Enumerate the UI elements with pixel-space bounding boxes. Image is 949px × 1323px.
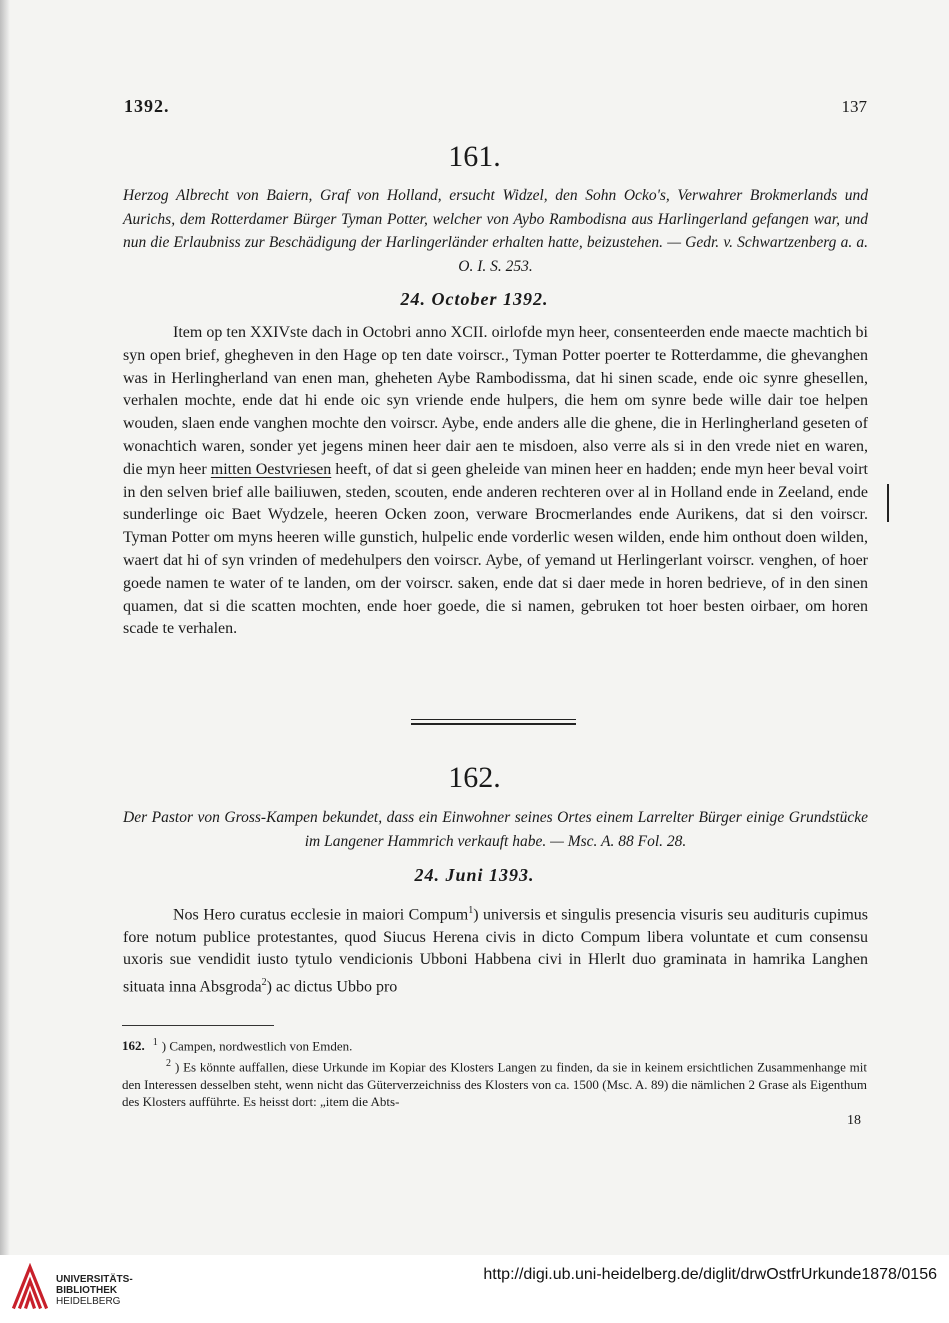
document-number-161: 161.	[448, 140, 501, 173]
document-summary-161: Herzog Albrecht von Baiern, Graf von Holland, ersucht Widzel, den Sohn Ocko's, Verwahrer Brokmerlands und Aurichs, dem Rotterdamer Bürger Tyman Potter, welcher von Aybo Rambodisna aus Harlingerland gefangen war, und nun die Erlaubniss zur Beschädigung der Harlingerländer erhalten hatte, beizustehen. — Gedr. v. Schwartzenberg a. a. O. I. S. 253.	[123, 187, 868, 275]
footnote-2	[122, 1055, 867, 1111]
library-name	[56, 1274, 133, 1307]
section-divider	[411, 719, 576, 725]
text-segment: Nos Hero curatus ecclesie in maiori Compum	[173, 906, 469, 924]
margin-annotation-mark	[887, 484, 889, 522]
footnote-1	[122, 1034, 867, 1055]
footnote-mark-2: 2	[166, 1057, 171, 1069]
page-spine-shadow	[0, 0, 10, 1255]
footnote-text-2: ) Es könnte auffallen, diese Urkunde im Kopiar des Klosters Langen zu finden, da sie in keinem ersichtlichen Zusammenhange mit den Interessen desselben steht, wenn nicht das Güterverzeichniss des Klosters von ca. 1500 (Msc. A. 89) die nämlichen 2 Grase als Eigenthum des Klosters aufführte. Es heisst dort: „item die Abts-	[122, 1059, 867, 1110]
document-number-162: 162.	[448, 761, 501, 794]
document-summary-162: Der Pastor von Gross-Kampen bekundet, dass ein Einwohner seines Ortes einem Larrelter Bürger einige Grundstücke im Langener Hammrich verkauft habe. — Msc. A. 88 Fol. 28.	[123, 809, 868, 850]
footnote-doc-ref: 162.	[122, 1038, 145, 1054]
footnote-rule	[122, 1025, 274, 1026]
text-segment: Item op ten XXIVste dach in Octobri anno XCII. oirlofde myn heer, consenteerden ende maecte machtich bi syn open brief, ghegheven in den Hage op ten date voirscr., Tyman Potter poerter te Rotterdamme, die ghevanghen was in Herlingherland van enen man, gheheten Aybe Rambodissma, dat hi sinen scade, ende oic synre ghesellen, verhalen mochte, ende dat hi ende oic syn vriende ende hulpers, die hem om synre bede wille dair toe helpen wouden, slaen ende vanghen mochte den voirscr. Aybe, ende anders alle die ghene, die in Herlingherland geseten of wonachtich waren, sonder yet jegens minen heer dair aen te misdoen, also verre als si in den vrede niet en waren, die myn heer	[123, 324, 868, 478]
document-text-162	[123, 900, 868, 999]
text-segment: ) universis et singulis presencia visuris seu audituris cupimus fore notum publice protestantes, quod Siucus Herena civis in dicto Compum libera voluntate et cum consensu uxoris sue vendidit iusto tytulo vendicionis Ubboni Habbena civi in Hlerlt duo graminata in hamrika Langhen situata inna Absgroda	[123, 906, 868, 996]
underlined-phrase: mitten Oestvriesen	[210, 460, 332, 478]
source-url-link[interactable]: http://digi.ub.uni-heidelberg.de/diglit/drwOstfrUrkunde1878/0156	[483, 1266, 937, 1283]
footnotes	[122, 1034, 867, 1111]
text-segment: heeft, of dat si geen gheleide van minen heer en hadden; ende myn heer beval voirt in den selven brief alle bailiuwen, steden, scouten, ende anderen rechteren over al in Holland ende in Zeeland, ende sunderlinge oic Baet Wydzele, heeren Ocken zoon, verware Brocmerlandes ende Aurikens, dat si den voirscr. Tyman Potter om myns heeren wille gunstich, hulpelic ende vorderlic wesen wilden, ende him onthout doen wilden, waert dat hi of syn vrinden of medehulpers den voirscr. Aybe, of yemand ut Herlingerlant voirscr. venghen, of hoer goede namen te water of te landen, om der voirscr. saken, ende dat si daer mede in horen bedrieve, of in den sinen quamen, dat si die scatten mochten, ende hoer goede, die si namen, gebruken tot hoer besten oirbaer, om horen scade te verhalen.	[123, 460, 868, 638]
footnote-mark-1: 1	[152, 1037, 158, 1048]
signature-mark: 18	[847, 1113, 861, 1128]
footnote-text-1: ) Campen, nordwestlich von Emden.	[161, 1038, 353, 1054]
university-library-logo-icon	[10, 1263, 50, 1311]
footnote-ref-1: 1	[468, 905, 474, 916]
text-segment: ) ac dictus Ubbo pro	[266, 978, 398, 996]
document-text-161	[123, 322, 868, 641]
running-header-year: 1392.	[124, 96, 170, 116]
library-name-line-2: BIBLIOTHEK	[56, 1285, 118, 1296]
library-name-line-1: UNIVERSITÄTS-	[56, 1274, 133, 1285]
document-date-162: 24. Juni 1393.	[414, 865, 535, 885]
library-name-line-3: HEIDELBERG	[56, 1296, 121, 1307]
footnote-ref-2: 2	[261, 976, 267, 988]
page-number: 137	[841, 97, 867, 116]
document-date-161: 24. October 1392.	[400, 289, 549, 309]
